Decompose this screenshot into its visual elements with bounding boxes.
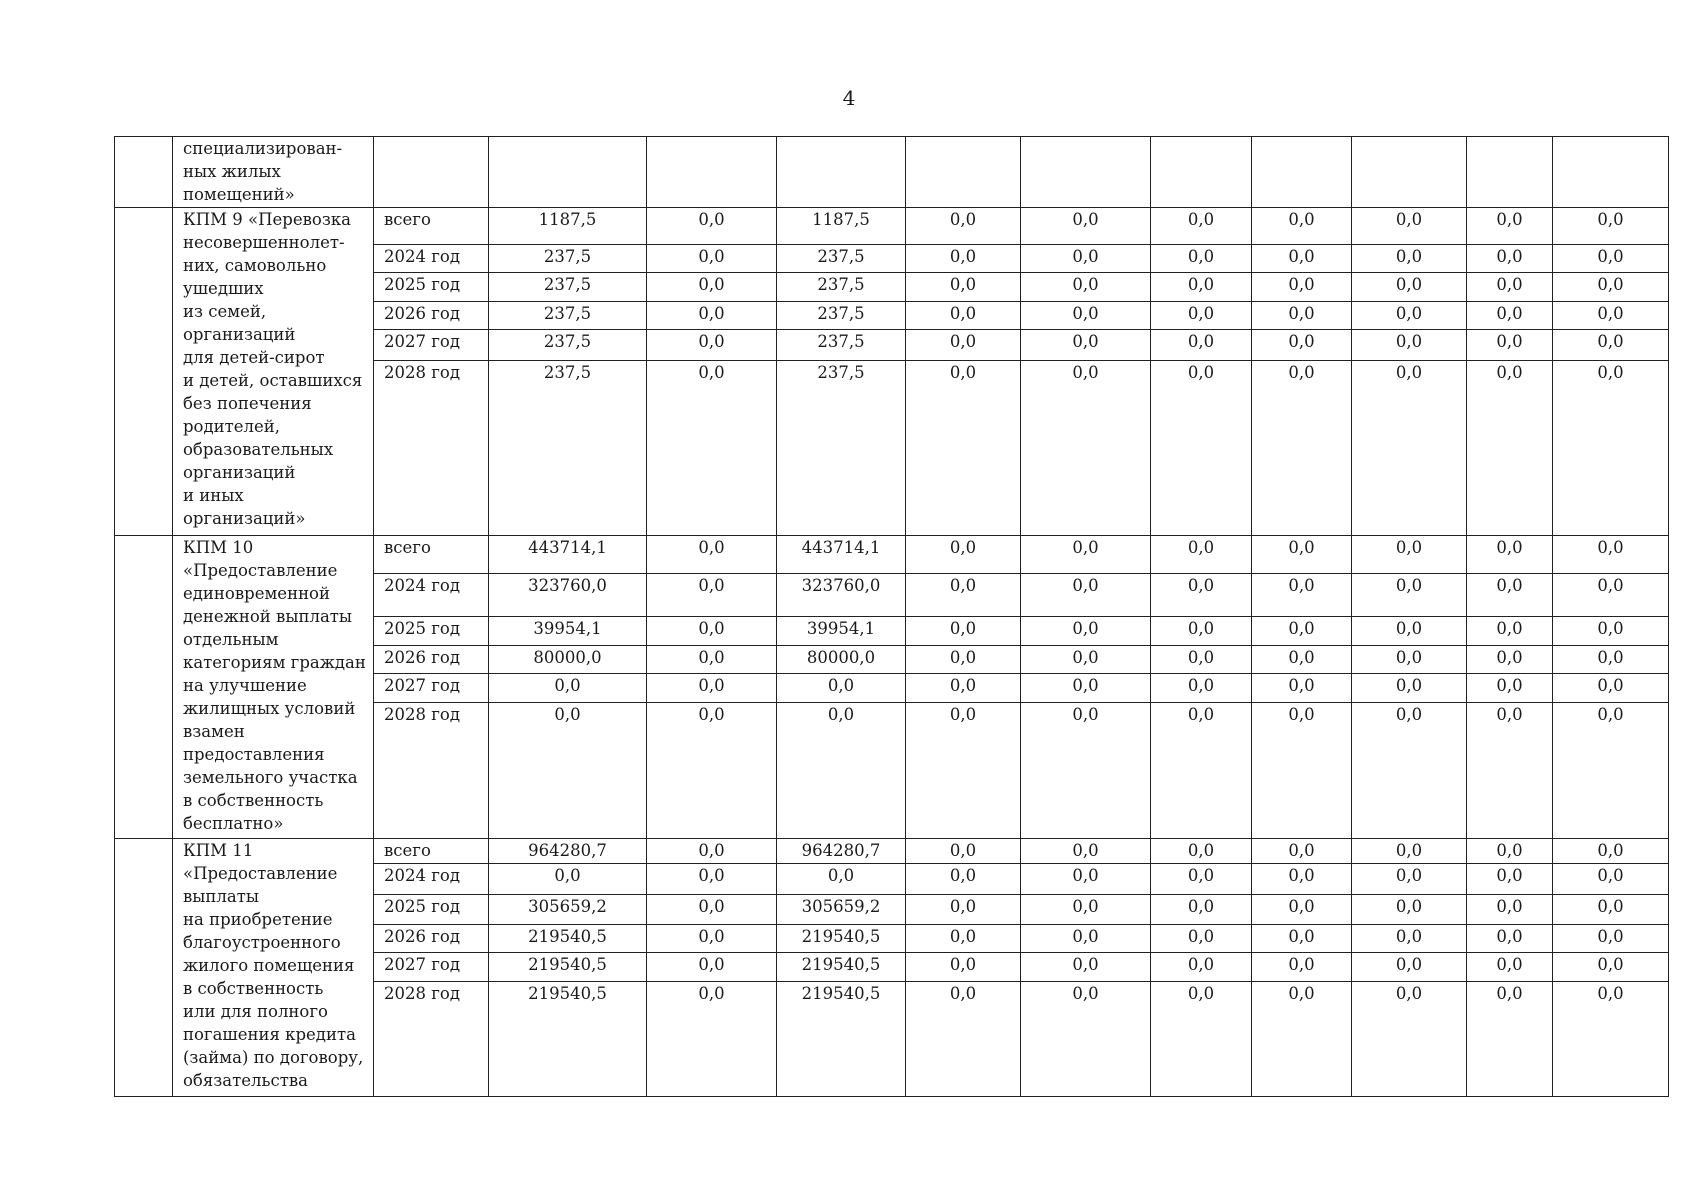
table-row xyxy=(115,536,1669,574)
period-cell: 2024 год xyxy=(374,574,489,617)
value-cell: 0,0 xyxy=(1467,895,1553,925)
value-cell: 0,0 xyxy=(1553,839,1669,864)
value-cell xyxy=(906,137,1021,208)
value-cell xyxy=(647,137,777,208)
value-cell: 0,0 xyxy=(1352,330,1467,361)
value-cell: 0,0 xyxy=(1352,245,1467,273)
table-row xyxy=(115,137,1669,208)
value-cell: 0,0 xyxy=(1553,361,1669,536)
value-cell: 0,0 xyxy=(1467,208,1553,245)
measure-name-line: помещений» xyxy=(183,185,295,204)
value-cell: 0,0 xyxy=(1352,646,1467,674)
value-cell: 0,0 xyxy=(906,674,1021,703)
value-cell: 0,0 xyxy=(1151,245,1252,273)
period-cell: 2025 год xyxy=(374,617,489,646)
value-cell: 0,0 xyxy=(1252,674,1352,703)
value-cell: 0,0 xyxy=(906,245,1021,273)
value-cell: 0,0 xyxy=(1553,273,1669,302)
value-cell: 237,5 xyxy=(489,273,647,302)
value-cell: 0,0 xyxy=(1252,536,1352,574)
value-cell: 0,0 xyxy=(1021,361,1151,536)
period-cell: всего xyxy=(374,536,489,574)
value-cell: 0,0 xyxy=(1467,982,1553,1097)
measure-name-line: КПМ 10 xyxy=(183,538,254,557)
measure-name-line: них, самовольно xyxy=(183,256,327,275)
measure-name-line: на приобретение xyxy=(183,910,333,929)
row-index-cell xyxy=(115,208,173,536)
page-number: 4 xyxy=(842,86,856,110)
value-cell: 80000,0 xyxy=(777,646,906,674)
measure-name-line: благоустроенного xyxy=(183,933,341,952)
value-cell: 0,0 xyxy=(906,574,1021,617)
value-cell: 0,0 xyxy=(1553,646,1669,674)
value-cell: 0,0 xyxy=(489,674,647,703)
measure-name-line: «Предоставление xyxy=(183,561,338,580)
period-cell: 2026 год xyxy=(374,302,489,330)
value-cell: 0,0 xyxy=(1352,703,1467,839)
value-cell: 0,0 xyxy=(1021,895,1151,925)
value-cell: 237,5 xyxy=(489,330,647,361)
value-cell: 0,0 xyxy=(1252,208,1352,245)
value-cell: 0,0 xyxy=(906,617,1021,646)
value-cell: 237,5 xyxy=(777,245,906,273)
value-cell: 80000,0 xyxy=(489,646,647,674)
value-cell: 0,0 xyxy=(1553,864,1669,895)
row-index-cell xyxy=(115,839,173,1097)
measure-name-line: земельного участка xyxy=(183,768,358,787)
value-cell: 0,0 xyxy=(1467,953,1553,982)
value-cell: 0,0 xyxy=(1467,617,1553,646)
value-cell: 0,0 xyxy=(1467,864,1553,895)
value-cell: 0,0 xyxy=(1352,536,1467,574)
value-cell: 305659,2 xyxy=(489,895,647,925)
value-cell: 0,0 xyxy=(906,895,1021,925)
value-cell: 0,0 xyxy=(1021,839,1151,864)
value-cell: 305659,2 xyxy=(777,895,906,925)
measure-name-line: и детей, оставшихся xyxy=(183,371,363,390)
value-cell: 0,0 xyxy=(1021,982,1151,1097)
value-cell: 219540,5 xyxy=(777,982,906,1097)
value-cell: 0,0 xyxy=(1021,245,1151,273)
value-cell: 219540,5 xyxy=(489,953,647,982)
value-cell: 237,5 xyxy=(777,361,906,536)
value-cell: 0,0 xyxy=(1352,302,1467,330)
period-cell: 2027 год xyxy=(374,953,489,982)
value-cell: 443714,1 xyxy=(489,536,647,574)
value-cell: 0,0 xyxy=(1151,617,1252,646)
table-body xyxy=(115,137,1669,1097)
value-cell: 0,0 xyxy=(1021,646,1151,674)
value-cell: 0,0 xyxy=(1252,895,1352,925)
value-cell: 0,0 xyxy=(1352,953,1467,982)
value-cell: 0,0 xyxy=(647,536,777,574)
value-cell: 0,0 xyxy=(647,982,777,1097)
value-cell: 0,0 xyxy=(1151,925,1252,953)
period-cell: 2025 год xyxy=(374,895,489,925)
value-cell: 0,0 xyxy=(1021,925,1151,953)
value-cell: 0,0 xyxy=(1021,302,1151,330)
measure-name-line: КПМ 9 «Перевозка xyxy=(183,210,351,229)
value-cell: 0,0 xyxy=(1252,273,1352,302)
measure-name-line: организаций» xyxy=(183,509,306,528)
value-cell: 0,0 xyxy=(1467,273,1553,302)
measure-name-line: для детей-сирот xyxy=(183,348,325,367)
value-cell: 0,0 xyxy=(1151,330,1252,361)
value-cell: 0,0 xyxy=(1553,245,1669,273)
value-cell: 0,0 xyxy=(1352,864,1467,895)
value-cell: 39954,1 xyxy=(777,617,906,646)
measure-name-line: организаций xyxy=(183,463,296,482)
value-cell: 0,0 xyxy=(1151,536,1252,574)
value-cell: 0,0 xyxy=(1352,361,1467,536)
value-cell xyxy=(489,137,647,208)
value-cell: 0,0 xyxy=(1252,302,1352,330)
value-cell: 219540,5 xyxy=(489,982,647,1097)
measure-name-line: несовершеннолет- xyxy=(183,233,345,252)
value-cell: 0,0 xyxy=(647,245,777,273)
value-cell: 0,0 xyxy=(1021,536,1151,574)
value-cell: 0,0 xyxy=(1352,674,1467,703)
value-cell: 0,0 xyxy=(906,864,1021,895)
value-cell: 0,0 xyxy=(647,646,777,674)
value-cell: 0,0 xyxy=(1553,302,1669,330)
period-cell: 2028 год xyxy=(374,361,489,536)
value-cell: 0,0 xyxy=(906,925,1021,953)
measure-name-line: жилищных условий xyxy=(183,699,356,718)
measure-name-line: в собственность xyxy=(183,791,324,810)
value-cell: 0,0 xyxy=(1021,330,1151,361)
measure-name-line: жилого помещения xyxy=(183,956,355,975)
value-cell: 0,0 xyxy=(1252,925,1352,953)
measure-name-line: образовательных xyxy=(183,440,334,459)
period-cell: 2028 год xyxy=(374,703,489,839)
measure-name-line: ушедших xyxy=(183,279,264,298)
value-cell: 0,0 xyxy=(1151,361,1252,536)
value-cell: 0,0 xyxy=(1467,674,1553,703)
period-cell: всего xyxy=(374,208,489,245)
period-cell: 2027 год xyxy=(374,330,489,361)
row-index-cell xyxy=(115,137,173,208)
value-cell: 0,0 xyxy=(1553,953,1669,982)
measure-name-line: на улучшение xyxy=(183,676,307,695)
value-cell: 0,0 xyxy=(1021,208,1151,245)
value-cell: 0,0 xyxy=(1553,895,1669,925)
value-cell: 0,0 xyxy=(1352,273,1467,302)
value-cell xyxy=(777,137,906,208)
value-cell: 0,0 xyxy=(1252,703,1352,839)
period-cell: 2024 год xyxy=(374,245,489,273)
value-cell: 0,0 xyxy=(1553,617,1669,646)
measure-name-line: КПМ 11 xyxy=(183,841,254,860)
value-cell: 0,0 xyxy=(1467,330,1553,361)
measure-name-line: погашения кредита xyxy=(183,1025,356,1044)
value-cell: 0,0 xyxy=(906,982,1021,1097)
value-cell: 0,0 xyxy=(1151,302,1252,330)
value-cell: 0,0 xyxy=(1021,617,1151,646)
value-cell: 0,0 xyxy=(1352,574,1467,617)
value-cell: 0,0 xyxy=(647,674,777,703)
value-cell: 0,0 xyxy=(1553,703,1669,839)
value-cell: 0,0 xyxy=(1151,982,1252,1097)
value-cell: 0,0 xyxy=(1467,361,1553,536)
value-cell: 0,0 xyxy=(1151,646,1252,674)
value-cell: 0,0 xyxy=(647,361,777,536)
value-cell xyxy=(1252,137,1352,208)
value-cell: 0,0 xyxy=(1467,536,1553,574)
value-cell: 0,0 xyxy=(1467,302,1553,330)
measure-name-line: специализирован- xyxy=(183,139,343,158)
value-cell: 0,0 xyxy=(1252,574,1352,617)
value-cell: 237,5 xyxy=(777,330,906,361)
value-cell: 0,0 xyxy=(647,895,777,925)
value-cell xyxy=(1352,137,1467,208)
value-cell: 0,0 xyxy=(1352,925,1467,953)
value-cell: 0,0 xyxy=(906,330,1021,361)
value-cell: 0,0 xyxy=(647,330,777,361)
table-row xyxy=(115,839,1669,864)
value-cell: 0,0 xyxy=(1553,574,1669,617)
value-cell: 0,0 xyxy=(1021,574,1151,617)
value-cell: 237,5 xyxy=(777,273,906,302)
value-cell: 219540,5 xyxy=(489,925,647,953)
value-cell: 0,0 xyxy=(1252,646,1352,674)
value-cell: 237,5 xyxy=(777,302,906,330)
value-cell: 0,0 xyxy=(647,925,777,953)
value-cell: 0,0 xyxy=(1467,574,1553,617)
period-cell xyxy=(374,137,489,208)
value-cell: 0,0 xyxy=(1352,895,1467,925)
measure-name-cell xyxy=(173,208,374,536)
value-cell: 0,0 xyxy=(777,674,906,703)
measure-name-cell xyxy=(173,536,374,839)
value-cell: 0,0 xyxy=(1151,273,1252,302)
value-cell: 0,0 xyxy=(1467,245,1553,273)
value-cell xyxy=(1553,137,1669,208)
value-cell: 0,0 xyxy=(906,839,1021,864)
value-cell: 0,0 xyxy=(1467,703,1553,839)
value-cell: 219540,5 xyxy=(777,925,906,953)
value-cell: 0,0 xyxy=(647,273,777,302)
value-cell: 0,0 xyxy=(1252,617,1352,646)
value-cell: 0,0 xyxy=(1352,208,1467,245)
value-cell: 0,0 xyxy=(906,208,1021,245)
value-cell: 323760,0 xyxy=(777,574,906,617)
value-cell: 237,5 xyxy=(489,302,647,330)
value-cell: 0,0 xyxy=(1352,617,1467,646)
value-cell: 0,0 xyxy=(647,864,777,895)
period-cell: всего xyxy=(374,839,489,864)
value-cell: 0,0 xyxy=(1151,208,1252,245)
value-cell: 323760,0 xyxy=(489,574,647,617)
value-cell: 0,0 xyxy=(647,703,777,839)
value-cell: 39954,1 xyxy=(489,617,647,646)
period-cell: 2025 год xyxy=(374,273,489,302)
value-cell: 0,0 xyxy=(906,646,1021,674)
value-cell: 0,0 xyxy=(1021,953,1151,982)
period-cell: 2026 год xyxy=(374,646,489,674)
measure-name-line: организаций xyxy=(183,325,296,344)
value-cell: 0,0 xyxy=(647,302,777,330)
period-cell: 2024 год xyxy=(374,864,489,895)
measure-name-line: бесплатно» xyxy=(183,814,284,833)
measure-name-line: выплаты xyxy=(183,887,259,906)
value-cell: 0,0 xyxy=(1151,674,1252,703)
value-cell: 0,0 xyxy=(906,536,1021,574)
value-cell: 0,0 xyxy=(1252,361,1352,536)
value-cell: 0,0 xyxy=(1553,536,1669,574)
value-cell: 0,0 xyxy=(1021,674,1151,703)
value-cell xyxy=(1021,137,1151,208)
measure-name-line: родителей, xyxy=(183,417,281,436)
value-cell: 0,0 xyxy=(489,703,647,839)
value-cell: 443714,1 xyxy=(777,536,906,574)
value-cell: 0,0 xyxy=(906,273,1021,302)
measure-name-line: из семей, xyxy=(183,302,267,321)
value-cell: 0,0 xyxy=(1553,982,1669,1097)
value-cell: 1187,5 xyxy=(777,208,906,245)
measure-name-line: категориям граждан xyxy=(183,653,366,672)
value-cell: 219540,5 xyxy=(777,953,906,982)
value-cell: 0,0 xyxy=(1252,864,1352,895)
value-cell: 0,0 xyxy=(1252,245,1352,273)
measure-name-line: и иных xyxy=(183,486,244,505)
measure-name-cell xyxy=(173,839,374,1097)
value-cell: 1187,5 xyxy=(489,208,647,245)
value-cell: 0,0 xyxy=(1467,646,1553,674)
measure-name-line: в собственность xyxy=(183,979,324,998)
value-cell: 0,0 xyxy=(1252,953,1352,982)
measure-name-line: «Предоставление xyxy=(183,864,338,883)
period-cell: 2027 год xyxy=(374,674,489,703)
value-cell xyxy=(1467,137,1553,208)
value-cell: 0,0 xyxy=(1553,674,1669,703)
measure-name-line: единовременной xyxy=(183,584,330,603)
value-cell: 0,0 xyxy=(1467,925,1553,953)
value-cell: 964280,7 xyxy=(489,839,647,864)
period-cell: 2028 год xyxy=(374,982,489,1097)
value-cell: 0,0 xyxy=(1021,864,1151,895)
measure-name-line: предоставления xyxy=(183,745,325,764)
value-cell: 0,0 xyxy=(1553,208,1669,245)
value-cell: 0,0 xyxy=(906,302,1021,330)
value-cell: 0,0 xyxy=(1151,864,1252,895)
value-cell: 0,0 xyxy=(1467,839,1553,864)
measure-name-line: денежной выплаты xyxy=(183,607,353,626)
measure-name-line: отдельным xyxy=(183,630,279,649)
value-cell: 0,0 xyxy=(647,208,777,245)
value-cell: 0,0 xyxy=(1352,839,1467,864)
value-cell: 0,0 xyxy=(1252,982,1352,1097)
value-cell: 0,0 xyxy=(1151,703,1252,839)
value-cell: 0,0 xyxy=(647,839,777,864)
measure-name-line: (займа) по договору, xyxy=(183,1048,364,1067)
value-cell: 0,0 xyxy=(1553,925,1669,953)
value-cell: 0,0 xyxy=(777,864,906,895)
measure-name-line: обязательства xyxy=(183,1071,308,1090)
measure-name-line: или для полного xyxy=(183,1002,328,1021)
value-cell: 0,0 xyxy=(1151,574,1252,617)
value-cell: 0,0 xyxy=(647,953,777,982)
measure-name-line: без попечения xyxy=(183,394,312,413)
value-cell: 0,0 xyxy=(906,361,1021,536)
measure-name-line: ных жилых xyxy=(183,162,281,181)
value-cell: 0,0 xyxy=(489,864,647,895)
value-cell: 237,5 xyxy=(489,361,647,536)
value-cell: 964280,7 xyxy=(777,839,906,864)
value-cell: 0,0 xyxy=(647,574,777,617)
value-cell: 0,0 xyxy=(1151,895,1252,925)
value-cell: 0,0 xyxy=(1252,839,1352,864)
measure-name-line: взамен xyxy=(183,722,245,741)
period-cell: 2026 год xyxy=(374,925,489,953)
financing-table xyxy=(114,136,1669,1097)
value-cell: 0,0 xyxy=(1151,839,1252,864)
value-cell: 0,0 xyxy=(1021,703,1151,839)
value-cell: 0,0 xyxy=(906,953,1021,982)
row-index-cell xyxy=(115,536,173,839)
value-cell: 0,0 xyxy=(1553,330,1669,361)
value-cell xyxy=(1151,137,1252,208)
value-cell: 0,0 xyxy=(777,703,906,839)
value-cell: 0,0 xyxy=(1252,330,1352,361)
value-cell: 237,5 xyxy=(489,245,647,273)
value-cell: 0,0 xyxy=(1021,273,1151,302)
value-cell: 0,0 xyxy=(1151,953,1252,982)
value-cell: 0,0 xyxy=(1352,982,1467,1097)
value-cell: 0,0 xyxy=(647,617,777,646)
value-cell: 0,0 xyxy=(906,703,1021,839)
table-row xyxy=(115,208,1669,245)
measure-name-cell xyxy=(173,137,374,208)
